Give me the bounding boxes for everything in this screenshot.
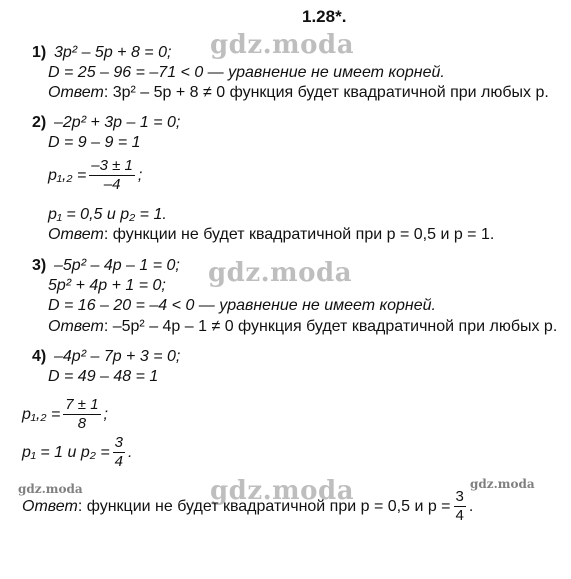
- p3-answer: [48, 319, 557, 335]
- p3-answer-label: Ответ: [48, 318, 104, 335]
- p3-equation-2: 5p² + 4p + 1 = 0;: [48, 277, 166, 294]
- p4-answer-end: .: [468, 497, 474, 515]
- p1-answer-text: : 3p² – 5p + 8 ≠ 0 функция будет квадратичной при любых p.: [103, 84, 549, 101]
- p4-roots-denominator: 4: [114, 453, 123, 470]
- p4-answer-denominator: 4: [455, 507, 464, 524]
- p4-root-numerator: 7 ± 1: [65, 396, 99, 413]
- p4-answer: [22, 488, 473, 525]
- p4-root-end: ;: [103, 405, 108, 423]
- watermark-middle: gdz.moda: [208, 258, 353, 288]
- watermark-bottom-right: gdz.moda: [470, 477, 535, 491]
- watermark-bottom-left: gdz.moda: [18, 482, 83, 496]
- p4-roots-end: .: [128, 443, 133, 461]
- p2-number: 2): [32, 114, 47, 131]
- watermark-bottom: gdz.moda: [210, 476, 355, 506]
- p2-answer-text: : функции не будет квадратичной при p = 0,5 и p = 1.: [103, 226, 495, 243]
- p2-answer: [48, 227, 494, 243]
- p4-discriminant: D = 49 – 48 = 1: [48, 368, 159, 385]
- p1-discriminant: D = 25 – 96 = –71 < 0 — уравнение не имеет корней.: [48, 64, 445, 81]
- p1-equation: 3p² – 5p + 8 = 0;: [54, 44, 172, 61]
- p2-root-fraction: [89, 157, 135, 194]
- p2-root-end: ;: [137, 166, 143, 184]
- p2-roots: p₁ = 0,5 и p₂ = 1.: [48, 206, 167, 223]
- problem-number: 1.28*.: [302, 7, 347, 26]
- p1-number: 1): [32, 44, 47, 61]
- p3-equation: –5p² – 4p – 1 = 0;: [54, 257, 180, 274]
- p2-root-lhs: p₁,₂ =: [48, 166, 87, 184]
- p4-root-fraction: [63, 396, 100, 433]
- p4-equation: –4p² – 7p + 3 = 0;: [54, 348, 181, 365]
- p4-root-denominator: 8: [77, 415, 87, 432]
- p4-answer-numerator: 3: [455, 488, 464, 505]
- watermark-top: gdz.moda: [210, 30, 355, 60]
- p2-equation: –2p² + 3p – 1 = 0;: [54, 114, 181, 131]
- p4-answer-label: Ответ: [22, 497, 78, 515]
- p4-roots-numerator: 3: [114, 434, 123, 451]
- p2-answer-label: Ответ: [48, 226, 104, 243]
- p4-root-formula: [22, 396, 108, 433]
- p4-answer-text: : функции не будет квадратичной при p = 0,5 и p =: [77, 497, 451, 515]
- p1-answer: [48, 85, 549, 101]
- p3-number: 3): [32, 257, 47, 274]
- p2-root-formula: [48, 157, 142, 194]
- p1-answer-label: Ответ: [48, 84, 104, 101]
- p4-root-lhs: p₁,₂ =: [22, 405, 61, 423]
- p4-roots-lhs: p₁ = 1 и p₂ =: [22, 443, 110, 461]
- p3-answer-text: : –5p² – 4p – 1 ≠ 0 функция будет квадратичной при любых p.: [103, 318, 558, 335]
- p2-discriminant: D = 9 – 9 = 1: [48, 134, 141, 151]
- p3-discriminant: D = 16 – 20 = –4 < 0 — уравнение не имеет корней.: [48, 297, 436, 314]
- p4-answer-fraction: [454, 488, 466, 525]
- p4-number: 4): [32, 348, 47, 365]
- p4-roots-fraction: [113, 434, 125, 471]
- p2-root-denominator: –4: [103, 176, 121, 193]
- p4-roots: [22, 434, 132, 471]
- p2-root-numerator: –3 ± 1: [91, 157, 133, 174]
